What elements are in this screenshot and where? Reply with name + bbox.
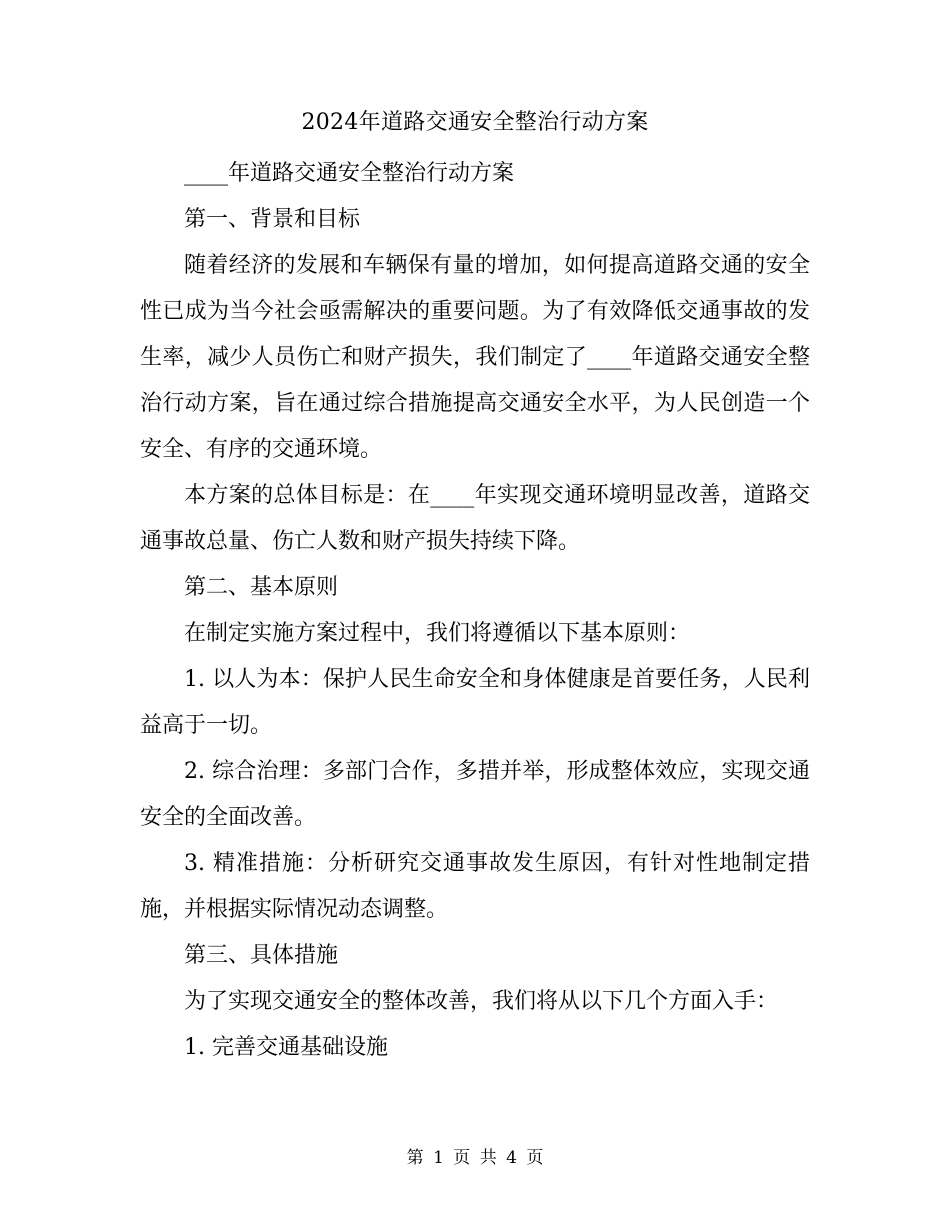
measures-intro-paragraph: 为了实现交通安全的整体改善，我们将从以下几个方面入手：	[184, 989, 779, 1014]
goal-paragraph: 本方案的总体目标是：在____年实现交通环境明显改善，道路交通事故总量、伤亡人数和财产损失持续下降。	[140, 483, 810, 554]
principle-item-1: 1. 以人为本：保护人民生命安全和身体健康是首要任务，人民利益高于一切。	[140, 667, 810, 738]
document-title: 2024年道路交通安全整治行动方案	[301, 110, 649, 135]
principles-intro-paragraph: 在制定实施方案过程中，我们将遵循以下基本原则：	[184, 621, 691, 646]
section-heading-background: 第一、背景和目标	[184, 207, 361, 232]
section-heading-measures: 第三、具体措施	[184, 943, 339, 968]
subtitle-paragraph: ____年道路交通安全整治行动方案	[184, 161, 515, 186]
document-body	[140, 151, 810, 1071]
background-paragraph: 随着经济的发展和车辆保有量的增加，如何提高道路交通的安全性已成为当今社会亟需解决的重要问题。为了有效降低交通事故的发生率，减少人员伤亡和财产损失，我们制定了____年道路交通安全整治行动方案，旨在通过综合措施提高交通安全水平，为人民创造一个安全、有序的交通环境。	[140, 253, 810, 462]
principle-item-2: 2. 综合治理：多部门合作，多措并举，形成整体效应，实现交通安全的全面改善。	[140, 759, 810, 830]
measure-item-1: 1. 完善交通基础设施	[184, 1035, 388, 1060]
section-heading-principles: 第二、基本原则	[184, 575, 339, 600]
page-number-footer: 第 1 页 共 4 页	[406, 1148, 544, 1168]
principle-item-3: 3. 精准措施：分析研究交通事故发生原因，有针对性地制定措施，并根据实际情况动态调整。	[140, 851, 810, 922]
